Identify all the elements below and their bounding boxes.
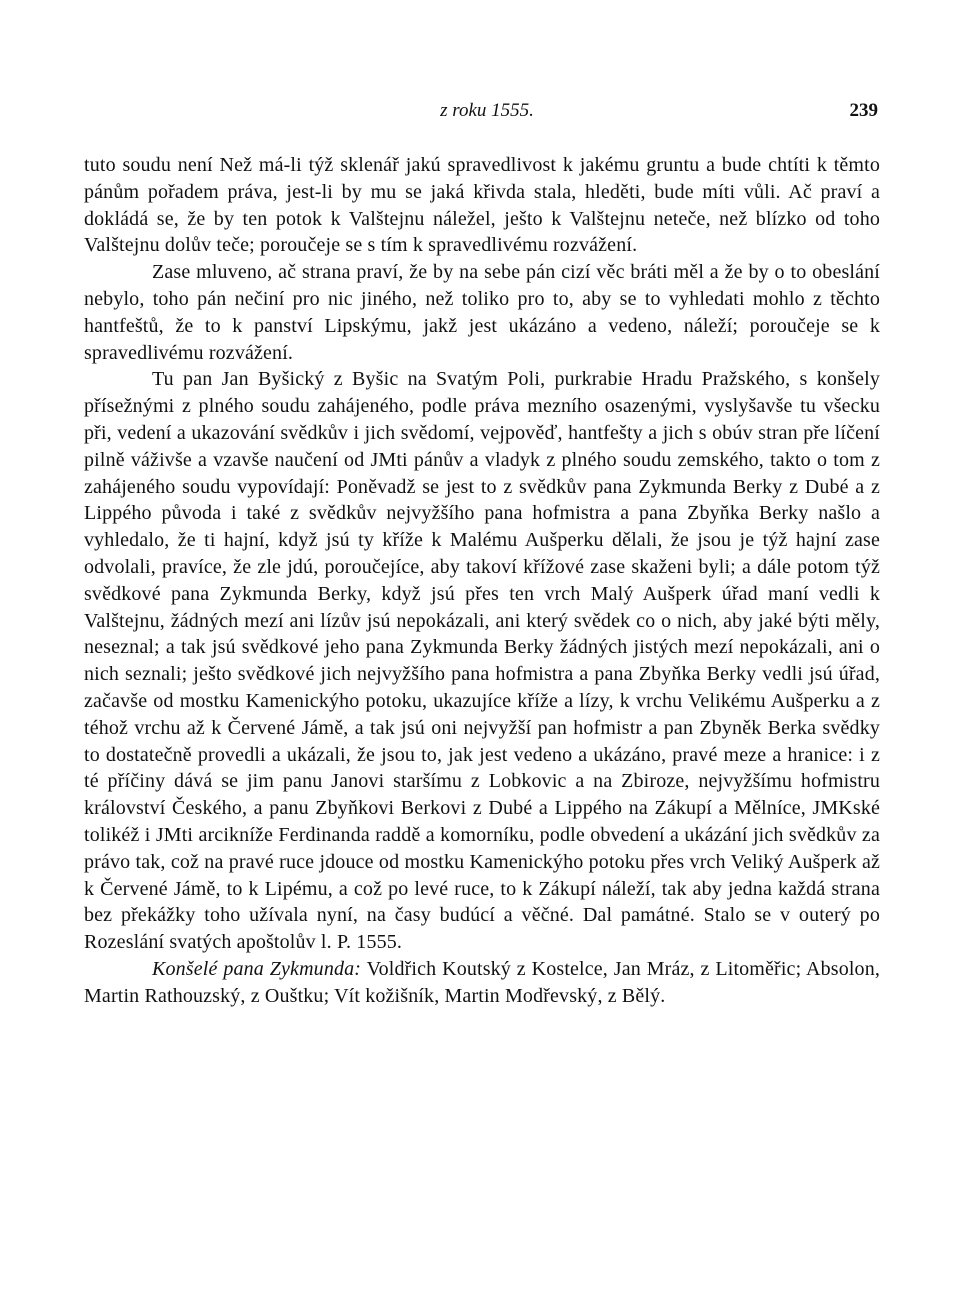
paragraph-verdict: Tu pan Jan Byšický z Byšic na Svatým Poli, purkrabie Hradu Pražského, s konšely přísežnými z plného soudu zahájeného, podle práva mezního osazenými, vyslyšavše tu všecku při, vedení a ukazování svědkův i jich svědomí, vejpověď, hantfešty a jich s obúv stran pře líčení pilně váživše a vzavše naučení od JMti pánův a vladyk z plného soudu zemského, takto o tom z zahájeného soudu vypovídají: Poněvadž se jest to z svědkův pana Zykmunda Berky z Dubé a z Lippého původa i také z svědkův nejvyžšího pana hofmistra a pana Zbyňka Berky našlo a vyhledalo, že ti hajní, když jsú ty kříže k Malému Aušperku dělali, že jsou je týž hajní zase odvolali, pravíce, že zle jdú, poroučejíce, aby takoví křížové zase skaženi byli; a dále potom týž svědkové pana Zykmunda Berky, když jsú přes ten vrch Malý Aušperk úřad maní vedli k Valštejnu, žádných mezí ani lízův jsú nepokázali, ani který svědek co o nich, aby jaké býti měly, neseznal; a tak jsú svědkové jeho pana Zykmunda Berky žádných jistých mezí nepokázali, ani o nich seznali; ještо svědkové jich nejvyžšího pana hofmistra a pana Zbyňka Berky vedli jsú úřad, začavše od mostku Kamenickýho potoku, ukazujíce kříže a lízy, k vrchu Velikému Aušperku a z téhož vrchu až k Červené Jámě, a tak jsú oni nejvyžší pan hofmistr a pan Zbyněk Berka svědky to dostatečně provedli a ukázali, že jsou to, jak jest vedeno a ukázáno, pravé meze a hranice: i z té příčiny dává se jim panu Janovi staršímu z Lobkovic a na Zbiroze, nejvyžšímu hofmistru království Českého, a panu Zbyňkovi Berkovi z Dubé a Lippého na Zákupí a Mělníce, JMKské tolikéž i JMti arcikníže Ferdinanda raddě a komorníku, podle obvedení a ukázání jich svědkův za právo tak, což na pravé ruce jdouce od mostku Kamenickýho potoku přes vrch Veliký Aušperk až k Červené Jámě, to k Lipému, a což po levé ruce, to k Zákupí náleží, tak aby jedna každá strana bez překážky toho užívala nyní, na časy budúcí a věčné. Dal památné. Stalo se v outerý po Rozeslání svatých apoštolův l. P. 1555. — [84, 368, 880, 954]
councillors-list: Voldřich Koutský z Kostelce, Jan Mráz, z Litoměřic; Absolon, Martin Rathouzský, z Ouštku; Vít kožišník, Martin Modřevský, z Bělý. — [84, 957, 881, 1007]
paragraph-counter-argument: Zase mluveno, ač strana praví, že by na sebe pán cizí věc bráti měl a že by o to obeslání nebylo, toho pán nečiní pro nic jiného, než toliko pro to, aby se to vyhledati mohlo z těchto hantfeštů, že to k panství Lipskýmu, jakž jest ukázáno a vedeno, náleží; poroučeje se k spravedlivému rozvážení. — [84, 261, 880, 364]
running-title: z roku 1555. — [440, 100, 534, 121]
page-number: 239 — [849, 100, 878, 121]
paragraph-continuation: tuto soudu není Než má-li týž sklenář jakú spravedlivost k jakému gruntu a bude chtíti k těmto pánům pořadem práva, jest-li by mu se jaká křivda stala, hleděti, bude míti vůli. Ač praví a dokládá se, že by ten potok k Valštejnu náležel, ješto k Valštejnu neteče, než blízko od toho Valštejnu dolův teče; poroučeje se s tím k spravedlivému rozvážení. — [84, 154, 880, 257]
paragraph-councillors — [84, 956, 880, 1010]
councillors-lead: Konšelé pana Zykmunda: — [152, 957, 362, 980]
body-text — [84, 152, 880, 1010]
book-page — [84, 100, 880, 1010]
running-head — [84, 100, 880, 130]
